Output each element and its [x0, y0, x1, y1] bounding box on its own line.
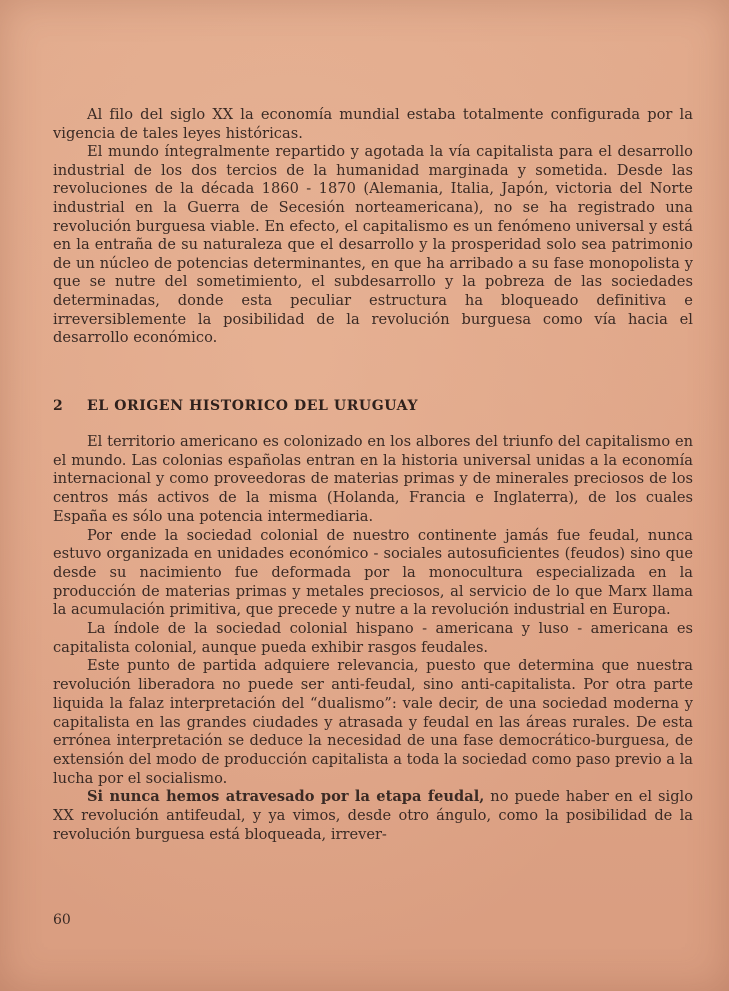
paragraph: La índole de la sociedad colonial hispano - americana y luso - americana es capitalista colonial, aunque pueda exhibir rasgos feudales. [53, 620, 693, 656]
paragraph: El mundo íntegralmente repartido y agotada la vía capitalista para el desarrollo industrial de los dos tercios de la humanidad marginada y sometida. Desde las revoluciones de la década 1860 - 1870 (Alemania, Italia, Japón, victoria del Norte industrial en la Guerra de Secesión norteamericana), no se ha registrado una revolución burguesa viable. En efecto, el capitalismo es un fenómeno universal y está en la entraña de su naturaleza que el desarrollo y la prosperidad solo sea patrimonio de un núcleo de potencias determinantes, en que ha arribado a su fase monopolista y que se nutre del sometimiento, el subdesarrollo y la pobreza de las sociedades determinadas, donde esta peculiar estructura ha bloqueado definitiva e irreversiblemente la posibilidad de la revolución burguesa como vía hacia el desarrollo económico. [53, 143, 693, 347]
paragraph: Al filo del siglo XX la economía mundial estaba totalmente configurada por la vigencia de tales leyes históricas. [53, 106, 693, 142]
section-heading [53, 398, 693, 414]
paragraph: Este punto de partida adquiere relevancia, puesto que determina que nuestra revolución liberadora no puede ser anti-feudal, sino anti-capitalista. Por otra parte liquida la falaz interpretación del “dualismo”: vale decir, de una sociedad moderna y capitalista en las grandes ciudades y atrasada y feudal en las áreas rurales. De esta errónea interpretación se deduce la necesidad de una fase democrático-burguesa, de extensión del modo de producción capitalista a toda la sociedad como paso previo a la lucha por el socialismo. [53, 657, 693, 787]
section-number: 2 [53, 398, 64, 414]
paragraph-last [53, 788, 693, 844]
paragraph: El territorio americano es colonizado en los albores del triunfo del capitalismo en el mundo. Las colonias españolas entran en la historia universal unidas a la economía internacional y como proveedoras de materias primas y de minerales preciosos de los centros más activos de la misma (Holanda, Francia e Inglaterra), de los cuales España es sólo una potencia intermediaria. [53, 433, 693, 525]
paragraph: Por ende la sociedad colonial de nuestro continente jamás fue feudal, nunca estuvo organizada en unidades económico - sociales autosuficientes (feudos) sino que desde su nacimiento fue deformada por la monocultura especializada en la producción de materias primas y metales preciosos, al servicio de lo que Marx llama la acumulación primitiva, que precede y nutre a la revolución industrial en Europa. [53, 526, 693, 619]
bold-lead-text: Si nunca hemos atravesado por la etapa feudal, [87, 788, 485, 806]
body-text-top [53, 106, 693, 348]
body-text-bottom [53, 433, 693, 844]
page-number: 60 [53, 912, 71, 928]
paragraph-rest: no puede haber en el siglo XX revolución antifeudal, y ya vimos, desde otro ángulo, como la posibilidad de la revolución burguesa está bloqueada, irrever- [53, 788, 693, 843]
section-title: EL ORIGEN HISTORICO DEL URUGUAY [87, 398, 419, 414]
